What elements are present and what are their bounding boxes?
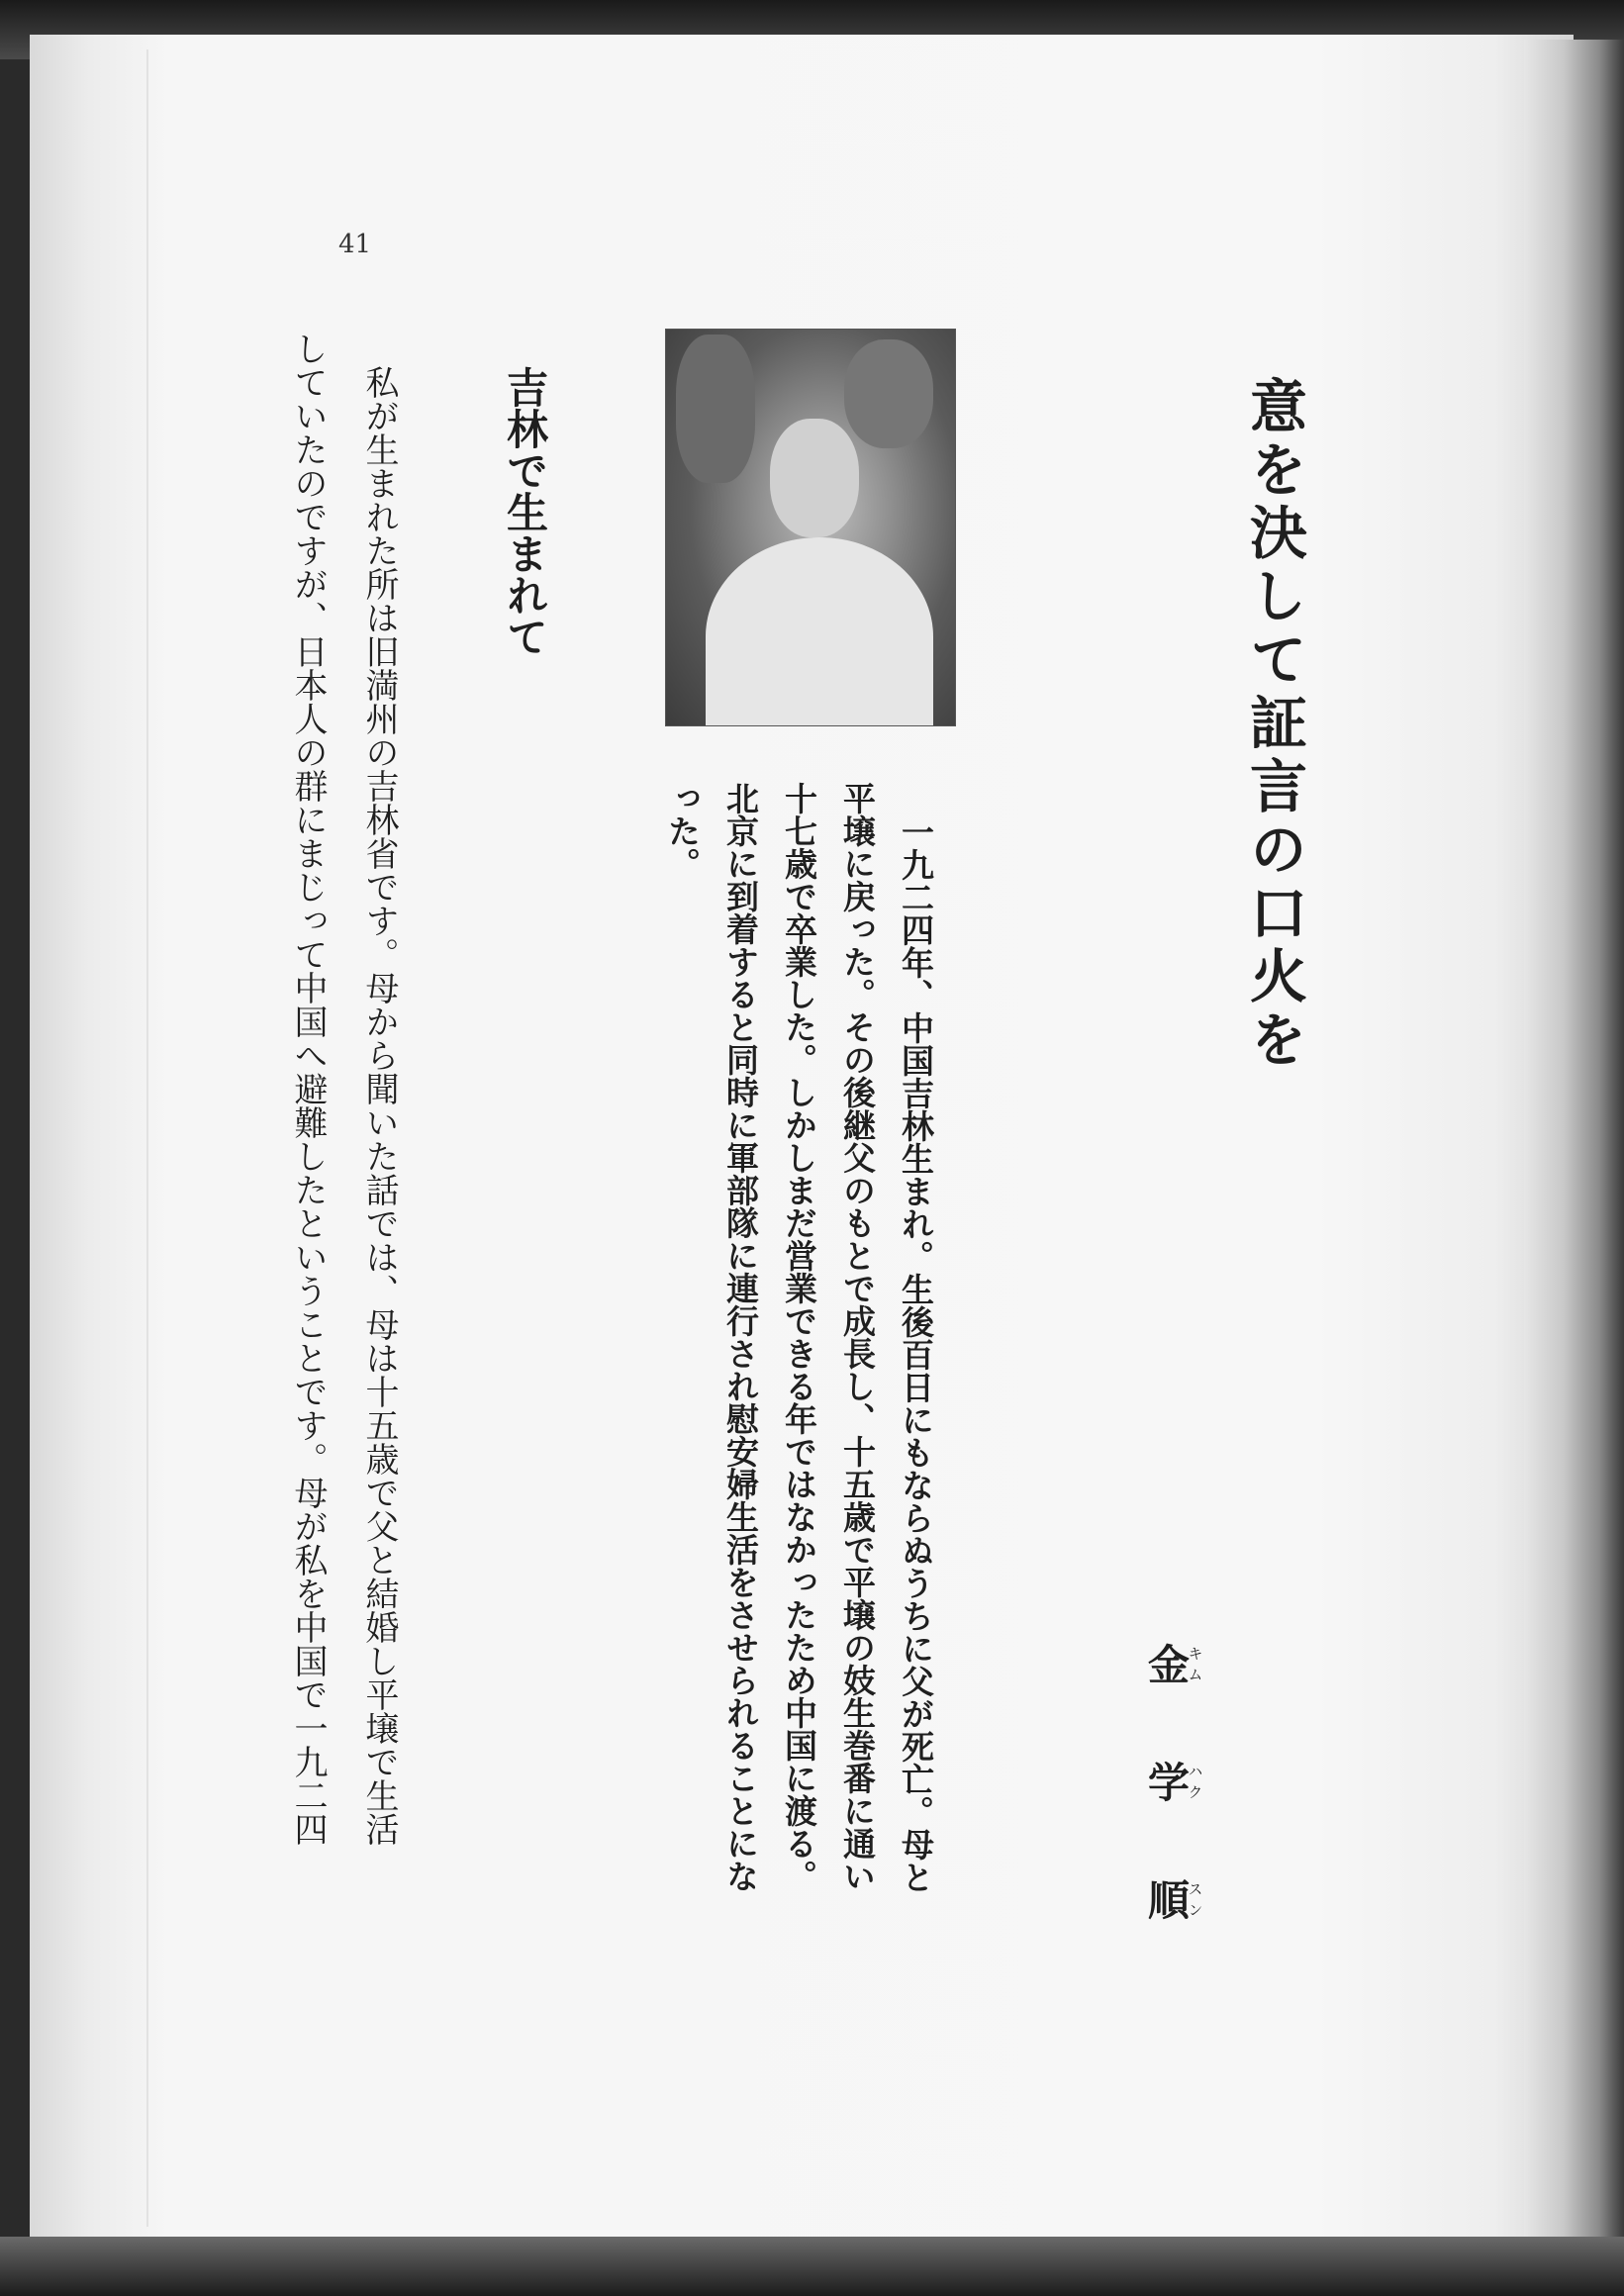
- author-bio: [653, 782, 945, 1893]
- bio-line: 平壌に戻った。その後継父のもとで成長し、十五歳で平壌の妓生巻番に通い: [838, 782, 877, 1892]
- page-right-shadow: [1524, 40, 1624, 2247]
- photo-figure-face: [770, 419, 859, 537]
- body-text: [272, 332, 415, 2014]
- bio-line: 十七歳で卒業した。しかしまだ営業できる年ではなかったため中国に渡る。: [780, 782, 818, 1892]
- bio-line: った。: [663, 782, 702, 880]
- author-name: [1136, 1643, 1203, 1948]
- photo-figure-body: [706, 537, 933, 726]
- bio-line: 北京に到着すると同時に軍部隊に連行され慰安婦生活をさせられることにな: [721, 782, 760, 1892]
- photo-background-figure-left: [676, 335, 755, 483]
- author-char-3: 順スン: [1142, 1878, 1204, 1920]
- page-title: 意を決して証言の口火を: [1240, 376, 1307, 1073]
- bio-line: 一九二四年、中国吉林生まれ。生後百日にもならぬうちに父が死亡。母と: [897, 815, 935, 1893]
- portrait-photo: [665, 329, 956, 726]
- photo-background-figure-right: [844, 339, 933, 448]
- page-fold-line: [146, 49, 148, 2227]
- body-line: していたのですが、日本人の群にまじって中国へ避難したということです。母が私を中国で一九二四: [288, 332, 328, 1846]
- page-number: 41: [338, 230, 372, 259]
- scanner-bottom-edge: [0, 2237, 1624, 2296]
- section-heading: 吉林で生まれて: [501, 366, 549, 657]
- author-char-2: 学ハク: [1142, 1761, 1204, 1802]
- author-char-1: 金キム: [1142, 1643, 1204, 1684]
- body-line: 私が生まれた所は旧満州の吉林省です。母から聞いた話では、母は十五歳で父と結婚し平壌で生活: [359, 365, 399, 1846]
